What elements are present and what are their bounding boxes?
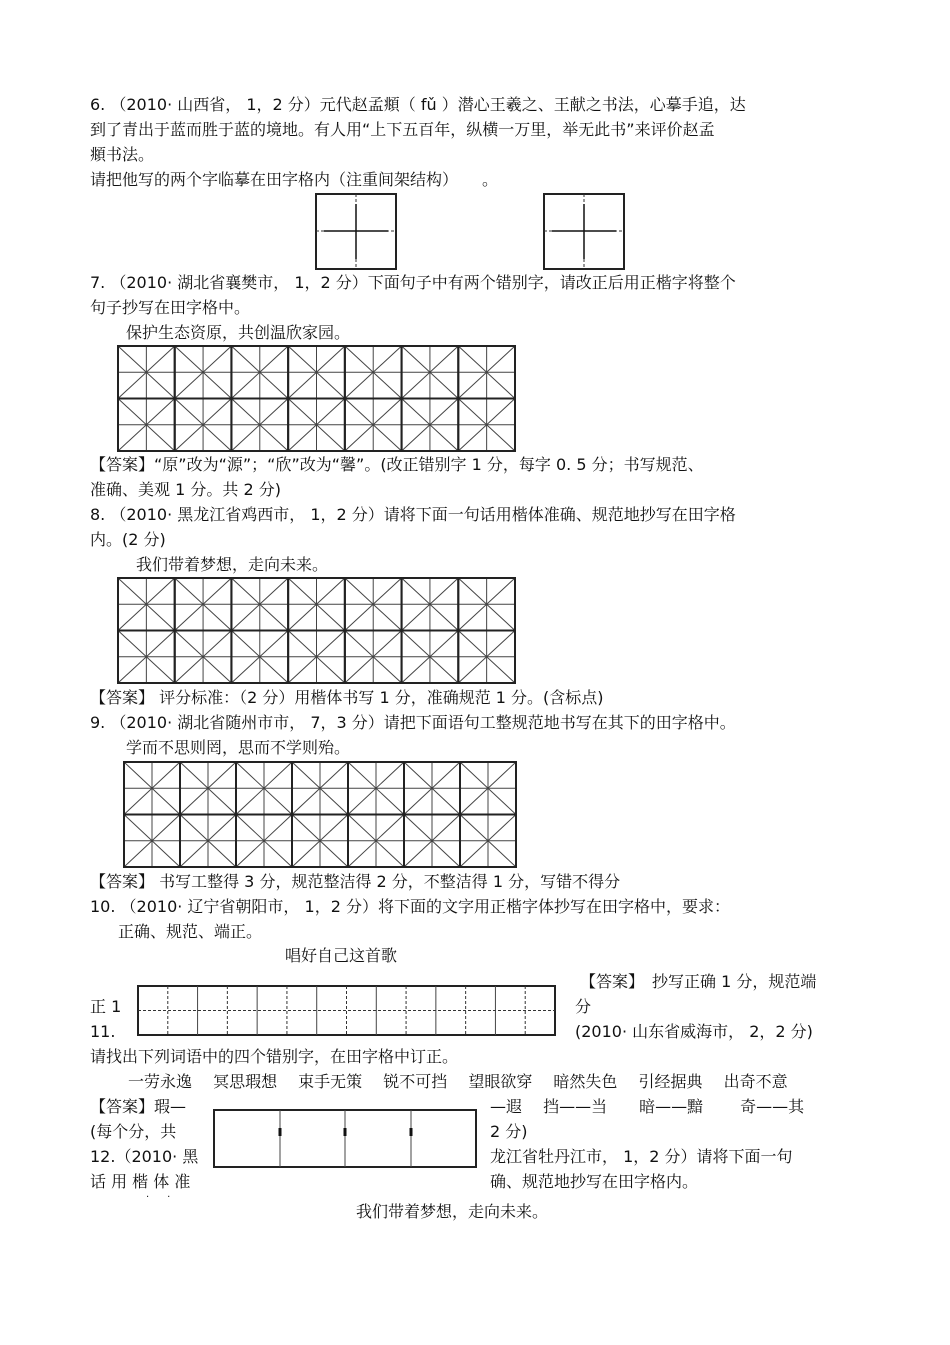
q7-answer-line-2: 准确、美观 1 分。共 2 分) bbox=[90, 480, 281, 499]
q11-number: 11. bbox=[90, 1022, 116, 1041]
q12-right-1: 龙江省牡丹江市， 1，2 分）请将下面一句 bbox=[490, 1147, 793, 1166]
q10-left-fragment: 正 1 bbox=[90, 997, 122, 1016]
q6-tian-box-2[interactable] bbox=[544, 194, 624, 269]
q6-tian-box-1[interactable] bbox=[316, 194, 396, 269]
q12-right-2: 确、规范地抄写在田字格内。 bbox=[490, 1172, 699, 1191]
q11-answer-left-2: (每个分，共 bbox=[90, 1122, 177, 1141]
q11-answer-left-1: 【答案】瑕— bbox=[90, 1097, 187, 1116]
q12-left-2: 话 用 楷 体 准 bbox=[90, 1172, 191, 1191]
q6-line-1: 6. （2010· 山西省， 1，2 分）元代赵孟頫（ fǔ ）潜心王羲之、王献之书法，心摹手追，达 bbox=[90, 95, 746, 114]
q11-source: (2010· 山东省威海市， 2，2 分) bbox=[575, 1022, 813, 1041]
q12-sentence: 我们带着梦想，走向未来。 bbox=[356, 1202, 549, 1221]
q11-answer-right-2: 2 分) bbox=[490, 1122, 528, 1141]
q10-sentence: 唱好自己这首歌 bbox=[285, 946, 398, 965]
q7-writing-grid[interactable] bbox=[118, 346, 515, 451]
q12-emphasis-dots: ·· bbox=[146, 1192, 189, 1203]
q11-line-2: 请找出下列词语中的四个错别字，在田字格中订正。 bbox=[90, 1047, 459, 1066]
q8-line-2: 内。(2 分) bbox=[90, 530, 166, 549]
q10-writing-grid[interactable] bbox=[138, 986, 555, 1035]
q10-line-1: 10. （2010· 辽宁省朝阳市， 1，2 分）将下面的文字用正楷字体抄写在田字格中，要求： bbox=[90, 897, 730, 916]
q7-line-1: 7. （2010· 湖北省襄樊市， 1，2 分）下面句子中有两个错别字，请改正后用正楷字将整个 bbox=[90, 273, 736, 292]
q9-answer: 【答案】 书写工整得 3 分，规范整洁得 2 分，不整洁得 1 分，写错不得分 bbox=[90, 872, 621, 891]
q11-word-list: 一劳永逸 冥思瑕想 束手无策 锐不可挡 望眼欲穿 暗然失色 引经据典 出奇不意 bbox=[128, 1072, 788, 1091]
q12-left-1: 12.（2010· 黑 bbox=[90, 1147, 199, 1166]
q6-line-2: 到了青出于蓝而胜于蓝的境地。有人用“上下五百年，纵横一万里，举无此书”来评价赵孟 bbox=[90, 120, 715, 139]
q8-line-1: 8. （2010· 黑龙江省鸡西市， 1，2 分）请将下面一句话用楷体准确、规范地抄写在田字格 bbox=[90, 505, 736, 524]
q7-line-2: 句子抄写在田字格中。 bbox=[90, 298, 251, 317]
q8-sentence: 我们带着梦想，走向未来。 bbox=[136, 555, 329, 574]
q6-instruction: 请把他写的两个字临摹在田字格内（注重间架结构） 。 bbox=[90, 170, 499, 189]
q8-writing-grid[interactable] bbox=[118, 578, 515, 683]
q9-line-1: 9. （2010· 湖北省随州市市， 7，3 分）请把下面语句工整规范地书写在其下的田字格中。 bbox=[90, 713, 736, 732]
q8-answer: 【答案】 评分标准：（2 分）用楷体书写 1 分，准确规范 1 分。(含标点) bbox=[90, 688, 604, 707]
q11-writing-grid[interactable] bbox=[214, 1110, 476, 1167]
q9-writing-grid[interactable] bbox=[124, 762, 516, 867]
q7-sentence: 保护生态资原，共创温欣家园。 bbox=[126, 323, 351, 342]
q11-answer-right-1: —遐 挡——当 暗——黯 奇——其 bbox=[490, 1097, 805, 1116]
q10-answer-a: 【答案】 抄写正确 1 分，规范端 bbox=[580, 972, 817, 991]
q7-answer-line-1: 【答案】“原”改为“源”；“欣”改为“馨”。(改正错别字 1 分，每字 0. 5 分；书写规范、 bbox=[90, 455, 704, 474]
q9-sentence: 学而不思则罔，思而不学则殆。 bbox=[126, 738, 351, 757]
q10-answer-b: 分 bbox=[575, 997, 592, 1016]
q10-line-2: 正确、规范、端正。 bbox=[118, 922, 263, 941]
q6-line-3: 頫书法。 bbox=[90, 145, 155, 164]
